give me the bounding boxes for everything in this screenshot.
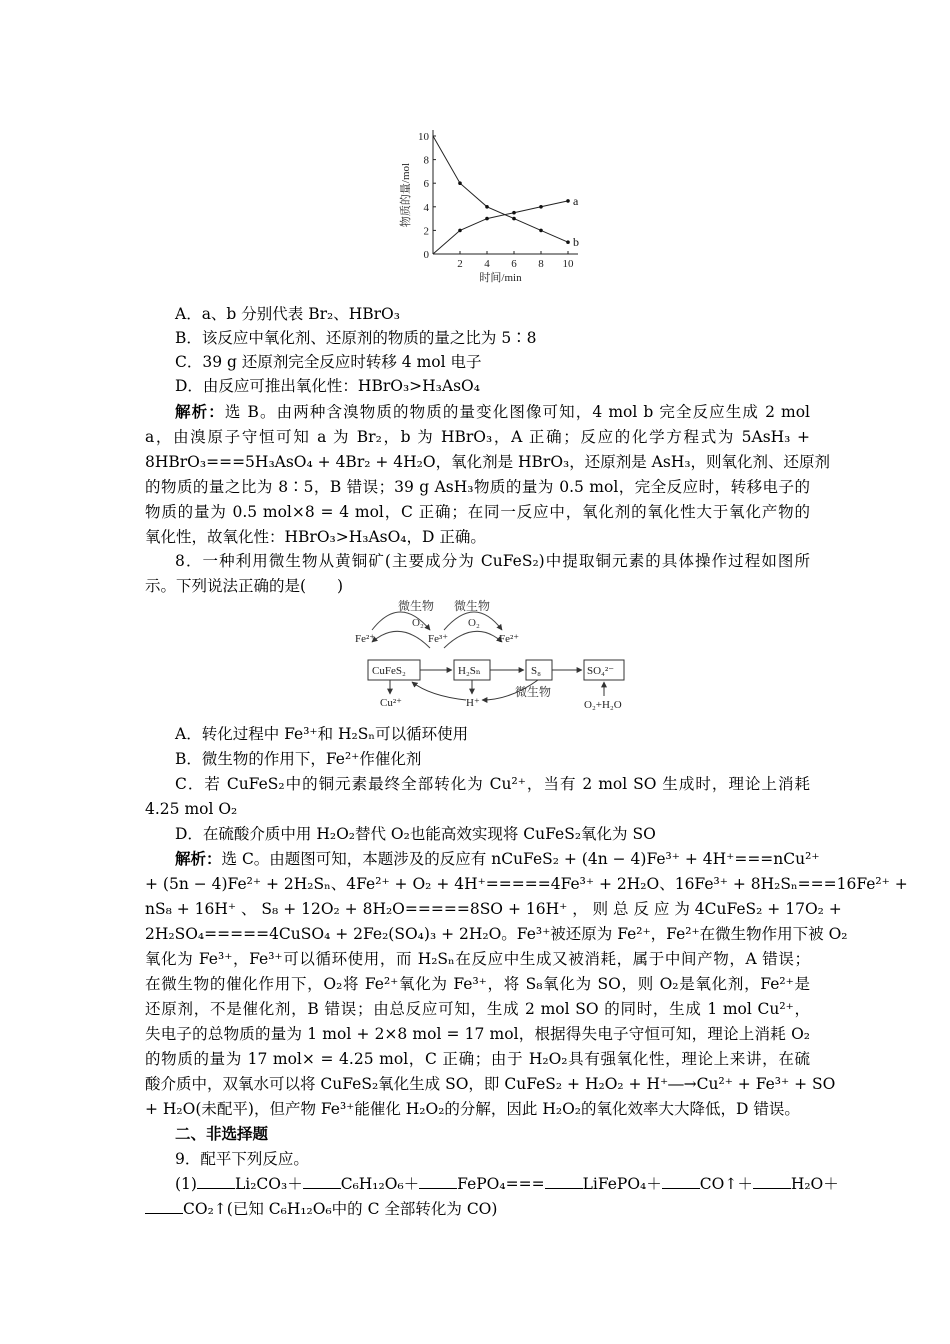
cufes2-label: CuFeS₂ xyxy=(372,665,406,677)
o2-label-2: O₂ xyxy=(468,617,480,629)
q9-equation-line-2: CO₂↑(已知 C₆H₁₂O₆中的 C 全部转化为 CO) xyxy=(145,1197,810,1221)
x-tick-label: 6 xyxy=(511,258,517,270)
series-a-label: a xyxy=(573,193,579,208)
q8-stem-line-1: 8．一种利用微生物从黄铜矿(主要成分为 CuFeS₂)中提取铜元素的具体操作过程如图所 xyxy=(175,552,810,570)
s8-label: S₈ xyxy=(531,665,541,677)
y-axis-label: 物质的量/mol xyxy=(400,162,412,228)
h2sn-label: H₂Sₙ xyxy=(458,665,481,677)
q8-option-c-line-2: 4.25 mol O₂ xyxy=(145,800,238,818)
o2h2o-label: O₂+H₂O xyxy=(584,699,622,711)
microbe-label-1: 微生物 xyxy=(398,599,435,613)
q7-analysis-line-4: 的物质的量之比为 8∶5，B 错误；39 g AsH₃物质的量为 0.5 mol，完全反应时，转移电子的 xyxy=(145,478,810,496)
blank-5[interactable] xyxy=(662,1174,700,1189)
series-b-point xyxy=(512,217,516,221)
series-b-line xyxy=(433,136,568,242)
microbe-label-2: 微生物 xyxy=(454,599,491,613)
series-a-point xyxy=(458,229,462,233)
microbe-label-3: 微生物 xyxy=(515,685,552,699)
q7-option-b: B．该反应中氧化剂、还原剂的物质的量之比为 5∶8 xyxy=(175,329,537,347)
x-axis-label: 时间/min xyxy=(479,272,522,284)
q8-analysis-label: 解析： xyxy=(175,849,222,868)
q8-option-d: D．在硫酸介质中用 H₂O₂替代 O₂也能高效实现将 CuFeS₂氧化为 SO xyxy=(175,825,656,843)
series-a-point xyxy=(539,205,543,209)
x-tick-label: 10 xyxy=(562,258,574,270)
blank-3[interactable] xyxy=(419,1174,457,1189)
q7-option-d: D．由反应可推出氧化性：HBrO₃>H₃AsO₄ xyxy=(175,377,480,395)
q7-analysis-line-6: 氧化性，故氧化性：HBrO₃>H₃AsO₄，D 正确。 xyxy=(145,528,486,546)
y-tick-label: 6 xyxy=(423,178,429,191)
cu2-label: Cu²⁺ xyxy=(380,697,402,709)
q8-analysis-line-8: 失电子的总物质的量为 1 mol + 2×8 mol = 17 mol，根据得失电子守恒可知，理论上消耗 O₂ xyxy=(145,1025,810,1043)
fe2-label-right: Fe²⁺ xyxy=(499,633,520,645)
arrow-fe3-to-fe2-right xyxy=(444,631,502,648)
series-b-point xyxy=(458,181,462,185)
q7-option-c: C．39 g 还原剂完全反应时转移 4 mol 电子 xyxy=(175,353,482,371)
h-label: H⁺ xyxy=(466,697,480,709)
q7-analysis-line-1: 解析：选 B。由两种含溴物质的物质的量变化图像可知，4 mol b 完全反应生成 2 mol xyxy=(175,402,810,421)
blank-4[interactable] xyxy=(545,1174,583,1189)
y-tick-label: 0 xyxy=(423,249,429,261)
y-tick-label: 2 xyxy=(423,225,429,238)
series-a-point xyxy=(512,211,516,215)
q7-option-a: A．a、b 分别代表 Br₂、HBrO₃ xyxy=(175,305,400,323)
q9-stem: 9．配平下列反应。 xyxy=(175,1150,309,1168)
substance-amount-chart xyxy=(395,130,595,285)
x-tick-label: 8 xyxy=(538,258,544,270)
q8-option-a: A．转化过程中 Fe³⁺和 H₂Sₙ可以循环使用 xyxy=(175,725,469,743)
series-b-point xyxy=(485,205,489,209)
q8-analysis-line-2: + (5n − 4)Fe²⁺ + 2H₂Sₙ、4Fe²⁺ + O₂ + 4H⁺=====4Fe³⁺ + 2H₂O、16Fe³⁺ + 8H₂Sₙ===16Fe²⁺ + xyxy=(145,875,908,893)
arrow-h-to-cufes2 xyxy=(412,682,466,700)
series-a-point xyxy=(566,199,570,203)
blank-1[interactable] xyxy=(197,1174,235,1189)
section-heading: 二、非选择题 xyxy=(175,1124,269,1143)
q8-analysis-line-3: nS₈ + 16H⁺ 、 S₈ + 12O₂ + 8H₂O=====8SO + 16H⁺ ， 则 总 反 应 为 4CuFeS₂ + 17O₂ + xyxy=(145,900,842,918)
series-a-line xyxy=(433,201,568,254)
series-b-point xyxy=(566,240,570,244)
q7-analysis-line-3: 8HBrO₃===5H₃AsO₄ + 4Br₂ + 4H₂O，氧化剂是 HBrO₃，还原剂是 AsH₃，则氧化剂、还原剂 xyxy=(145,453,831,471)
blank-6[interactable] xyxy=(753,1174,791,1189)
o2-label-1: O₂ xyxy=(412,617,424,629)
q8-analysis-line-4: 2H₂SO₄=====4CuSO₄ + 2Fe₂(SO₄)₃ + 2H₂O。Fe³⁺被还原为 Fe²⁺，Fe²⁺在微生物作用下被 O₂ xyxy=(145,925,848,943)
y-tick-label: 4 xyxy=(423,201,429,214)
x-tick-label: 4 xyxy=(484,258,490,270)
y-tick-label: 10 xyxy=(418,131,429,143)
q7-analysis-line-5: 物质的量为 0.5 mol×8 = 4 mol，C 正确；在同一反应中，氧化剂的氧化性大于氧化产物的 xyxy=(145,503,810,521)
q8-analysis-line-9: 的物质的量为 17 mol× = 4.25 mol，C 正确；由于 H₂O₂具有强氧化性，理论上来讲，在硫 xyxy=(145,1050,810,1068)
arrow-fe3-to-fe2-left xyxy=(372,631,430,648)
x-tick-label: 2 xyxy=(457,258,463,270)
y-tick-label: 8 xyxy=(423,154,429,167)
q7-analysis-line-2: a，由溴原子守恒可知 a 为 Br₂，b 为 HBrO₃，A 正确；反应的化学方程式为 5AsH₃ + xyxy=(145,428,810,446)
q8-analysis-line-7: 还原剂，不是催化剂，B 错误；由总反应可知，生成 2 mol SO 的同时，生成 1 mol Cu²⁺， xyxy=(145,1000,810,1018)
series-b-label: b xyxy=(573,235,579,250)
copper-extraction-diagram xyxy=(350,596,635,716)
q7-analysis-label: 解析： xyxy=(175,402,225,421)
fe2-label-left: Fe²⁺ xyxy=(355,633,376,645)
q8-analysis-line-1: 解析：选 C。由题图可知，本题涉及的反应有 nCuFeS₂ + (4n − 4)Fe³⁺ + 4H⁺===nCu²⁺ xyxy=(175,849,820,868)
series-b-point xyxy=(539,229,543,233)
fe3-label: Fe³⁺ xyxy=(428,633,449,645)
series-a-point xyxy=(485,217,489,221)
q8-analysis-line-5: 氧化为 Fe³⁺，Fe³⁺可以循环使用，而 H₂Sₙ在反应中生成又被消耗，属于中间产物，A 错误； xyxy=(145,950,810,968)
so4-label: SO₄²⁻ xyxy=(587,665,615,677)
q8-option-b: B．微生物的作用下，Fe²⁺作催化剂 xyxy=(175,750,422,768)
q8-analysis-line-11: + H₂O(未配平)，但产物 Fe³⁺能催化 H₂O₂的分解，因此 H₂O₂的氧化效率大大降低，D 错误。 xyxy=(145,1100,800,1118)
q8-stem-line-2: 示。下列说法正确的是( ) xyxy=(145,577,344,595)
q8-analysis-line-10: 酸介质中，双氧水可以将 CuFeS₂氧化生成 SO，即 CuFeS₂ + H₂O₂ + H⁺―→Cu²⁺ + Fe³⁺ + SO xyxy=(145,1075,836,1093)
blank-7[interactable] xyxy=(145,1199,183,1214)
q8-analysis-line-6: 在微生物的催化作用下，O₂将 Fe²⁺氧化为 Fe³⁺，将 S₈氧化为 SO，则 O₂是氧化剂，Fe²⁺是 xyxy=(145,975,810,993)
q8-option-c-line-1: C．若 CuFeS₂中的铜元素最终全部转化为 Cu²⁺，当有 2 mol SO 生成时，理论上消耗 xyxy=(175,775,810,793)
blank-2[interactable] xyxy=(303,1174,341,1189)
q9-equation-line-1: (1) Li₂CO₃＋ C₆H₁₂O₆＋ FePO₄=== LiFePO₄＋ CO↑＋ H₂O＋ xyxy=(175,1175,839,1193)
